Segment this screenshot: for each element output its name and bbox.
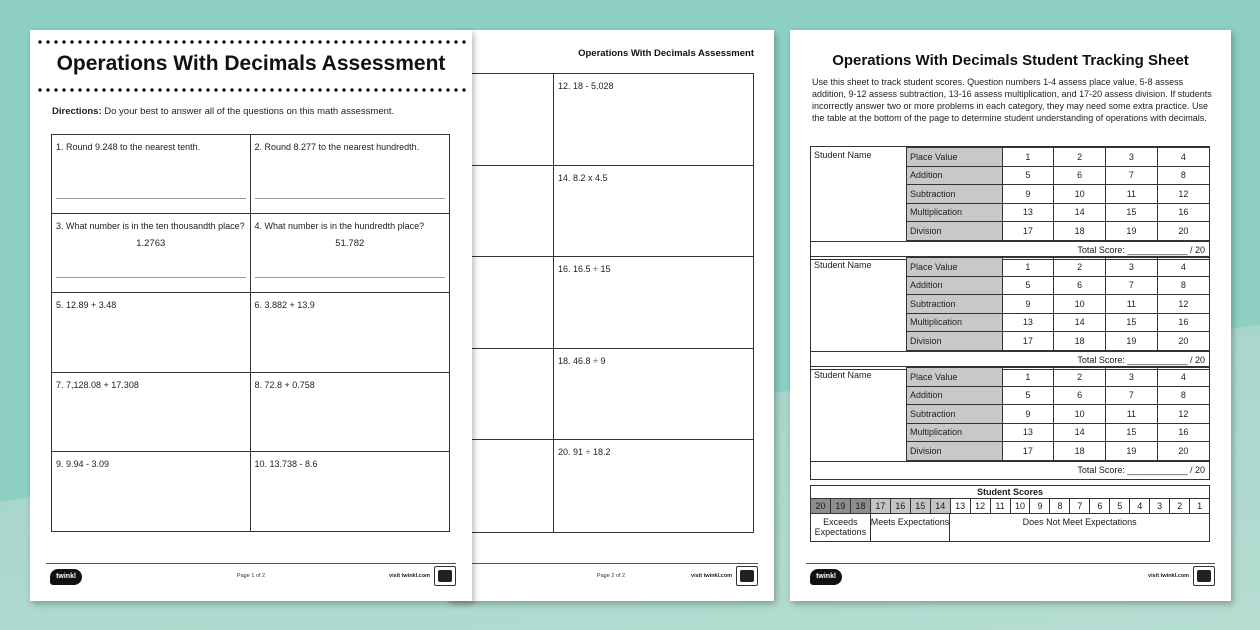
question-number-cell[interactable]: 8 xyxy=(1157,276,1209,295)
question-number-cell[interactable]: 1 xyxy=(1002,368,1054,387)
question-number-cell[interactable]: 9 xyxy=(1002,185,1054,204)
question-number-value: 51.782 xyxy=(335,238,365,250)
question-number-cell[interactable]: 20 xyxy=(1157,332,1209,351)
assessment-page-1 xyxy=(30,30,472,601)
score-value: 13 xyxy=(951,499,971,513)
tracking-grid xyxy=(811,257,1209,351)
question-cell: 16. 16.5 ÷ 15 xyxy=(554,257,753,349)
category-row xyxy=(811,148,1209,167)
directions: Directions: Do your best to answer all of the questions on this math assessment. xyxy=(52,106,395,117)
meets-expectations-label: Meets Expectations xyxy=(871,514,951,541)
visit-link[interactable]: visit twinkl.com xyxy=(691,573,732,579)
question-number-cell[interactable]: 14 xyxy=(1054,423,1106,442)
question-number-cell[interactable]: 11 xyxy=(1106,185,1158,204)
category-label: Subtraction xyxy=(907,185,1003,204)
category-label: Division xyxy=(907,332,1003,351)
question-number-cell[interactable]: 19 xyxy=(1106,332,1158,351)
question-number-cell[interactable]: 3 xyxy=(1106,368,1158,387)
question-cell: 14. 8.2 x 4.5 xyxy=(554,166,753,258)
question-number-cell[interactable]: 9 xyxy=(1002,295,1054,314)
assessment-page-2 xyxy=(448,30,774,601)
score-value: 14 xyxy=(931,499,951,513)
category-label: Addition xyxy=(907,166,1003,185)
category-label: Multiplication xyxy=(907,423,1003,442)
score-value: 3 xyxy=(1150,499,1170,513)
category-row xyxy=(811,368,1209,387)
question-number-cell[interactable]: 5 xyxy=(1002,386,1054,405)
score-value: 12 xyxy=(971,499,991,513)
page-title: Operations With Decimals Assessment xyxy=(56,52,446,75)
question-cell: 20. 91 ÷ 18.2 xyxy=(558,447,611,458)
question-number-cell[interactable]: 4 xyxy=(1157,258,1209,277)
student-tracking-table xyxy=(810,146,1210,260)
category-label: Multiplication xyxy=(907,203,1003,222)
score-value: 6 xyxy=(1090,499,1110,513)
question-number-cell[interactable]: 16 xyxy=(1157,203,1209,222)
question-cell: 8. 72.8 + 0.758 xyxy=(251,373,450,452)
question-number-cell[interactable]: 15 xyxy=(1106,203,1158,222)
score-value: 7 xyxy=(1070,499,1090,513)
question-number-cell[interactable]: 16 xyxy=(1157,313,1209,332)
category-label: Subtraction xyxy=(907,295,1003,314)
question-number-cell[interactable]: 18 xyxy=(1054,332,1106,351)
score-value: 4 xyxy=(1130,499,1150,513)
category-label: Addition xyxy=(907,386,1003,405)
category-label: Division xyxy=(907,442,1003,461)
question-cell: 12. 18 - 5.028 xyxy=(554,74,753,166)
dotted-border-bottom xyxy=(36,88,466,92)
page-number: Page 2 of 2 xyxy=(596,573,626,579)
question-cell: 4. What number is in the hundredth place? 51.782 xyxy=(251,214,450,293)
question-number-cell[interactable]: 19 xyxy=(1106,442,1158,461)
twinkl-logo: twinkl xyxy=(810,569,842,585)
page-2-title: Operations With Decimals Assessment xyxy=(578,48,754,59)
question-number-cell[interactable]: 5 xyxy=(1002,276,1054,295)
question-grid xyxy=(51,134,450,532)
student-scores-title: Student Scores xyxy=(811,486,1209,499)
question-number-cell[interactable]: 12 xyxy=(1157,185,1209,204)
question-cell: 2. Round 8.277 to the nearest hundredth. xyxy=(251,135,450,214)
score-value: 2 xyxy=(1170,499,1190,513)
question-cell: 6. 3.882 + 13.9 xyxy=(251,293,450,372)
category-label: Place Value xyxy=(907,258,1003,277)
total-score[interactable]: Total Score: ____________ / 20 xyxy=(811,461,1209,479)
page-2-question-grid xyxy=(448,73,754,533)
tracking-sheet-page xyxy=(790,30,1231,601)
quality-badge-icon xyxy=(736,566,758,586)
question-number-value: 1.2763 xyxy=(136,238,166,250)
does-not-meet-expectations-label: Does Not Meet Expectations xyxy=(1022,517,1137,527)
visit-link[interactable]: visit twinkl.com xyxy=(389,573,430,579)
student-name-field[interactable]: Student Name xyxy=(811,258,907,351)
student-name-field[interactable]: Student Name xyxy=(811,368,907,461)
answer-line[interactable] xyxy=(255,277,446,278)
question-number-cell[interactable]: 9 xyxy=(1002,405,1054,424)
page-number: Page 1 of 2 xyxy=(236,573,266,579)
visit-link[interactable]: visit twinkl.com xyxy=(1148,573,1189,579)
question-number-cell[interactable]: 4 xyxy=(1157,368,1209,387)
question-number-cell[interactable]: 1 xyxy=(1002,148,1054,167)
score-value: 16 xyxy=(891,499,911,513)
twinkl-logo: twinkl xyxy=(50,569,82,585)
score-value: 15 xyxy=(911,499,931,513)
question-number-cell[interactable]: 6 xyxy=(1054,166,1106,185)
question-number-cell[interactable]: 15 xyxy=(1106,313,1158,332)
category-label: Subtraction xyxy=(907,405,1003,424)
page-3-footer xyxy=(806,563,1215,585)
question-number-cell[interactable]: 6 xyxy=(1054,276,1106,295)
question-cell: 1. Round 9.248 to the nearest tenth. xyxy=(52,135,251,214)
score-value: 1 xyxy=(1197,501,1203,511)
category-label: Place Value xyxy=(907,148,1003,167)
tracking-instructions: Use this sheet to track student scores. Question numbers 1-4 assess place value, 5-8 assess addition, 9-12 assess subtraction, 13-16 assess multiplication, and 17-20 assess division. If students incorrectly answer two or more problems in each category, they may need some extra practice. Use the table at the bottom of the page to determine student understanding of operations with decimals. xyxy=(812,77,1212,124)
total-score[interactable]: Total Score: ____________ / 20 xyxy=(811,241,1209,259)
score-value: 8 xyxy=(1050,499,1070,513)
student-name-field[interactable]: Student Name xyxy=(811,148,907,241)
question-number-cell[interactable]: 15 xyxy=(1106,423,1158,442)
category-label: Division xyxy=(907,222,1003,241)
question-number-cell[interactable]: 3 xyxy=(1106,148,1158,167)
score-value: 17 xyxy=(871,499,891,513)
question-number-cell[interactable]: 13 xyxy=(1002,423,1054,442)
question-cell: 3. What number is in the ten thousandth place? 1.2763 xyxy=(52,214,251,293)
question-number-cell[interactable]: 13 xyxy=(1002,203,1054,222)
question-number-cell[interactable]: 17 xyxy=(1002,442,1054,461)
student-tracking-table xyxy=(810,366,1210,480)
question-number-cell[interactable]: 16 xyxy=(1157,423,1209,442)
question-number-cell[interactable]: 17 xyxy=(1002,332,1054,351)
student-tracking-table xyxy=(810,256,1210,370)
tracking-grid xyxy=(811,367,1209,461)
score-values-row xyxy=(811,499,1209,514)
question-cell: 18. 46.8 ÷ 9 xyxy=(554,349,753,441)
question-number-cell[interactable]: 7 xyxy=(1106,166,1158,185)
score-value: 19 xyxy=(831,499,851,513)
question-cell: 7. 7,128.08 + 17.308 xyxy=(52,373,251,452)
answer-line[interactable] xyxy=(255,198,446,199)
question-number-cell[interactable]: 8 xyxy=(1157,386,1209,405)
question-cell: 9. 9.94 - 3.09 xyxy=(52,452,251,531)
question-number-cell[interactable]: 11 xyxy=(1106,295,1158,314)
score-value: 10 xyxy=(1011,499,1031,513)
question-number-cell[interactable]: 1 xyxy=(1002,258,1054,277)
quality-badge-icon xyxy=(1193,566,1215,586)
question-number-cell[interactable]: 19 xyxy=(1106,222,1158,241)
question-number-cell[interactable]: 11 xyxy=(1106,405,1158,424)
question-number-cell[interactable]: 10 xyxy=(1054,295,1106,314)
student-scores-table xyxy=(810,485,1210,542)
category-label: Multiplication xyxy=(907,313,1003,332)
total-score[interactable]: Total Score: ____________ / 20 xyxy=(811,351,1209,369)
question-number-cell[interactable]: 13 xyxy=(1002,313,1054,332)
question-cell: 5. 12.89 + 3.48 xyxy=(52,293,251,372)
question-number-cell[interactable]: 2 xyxy=(1054,148,1106,167)
tracking-grid xyxy=(811,147,1209,241)
question-number-cell[interactable]: 14 xyxy=(1054,203,1106,222)
category-label: Place Value xyxy=(907,368,1003,387)
question-number-cell[interactable]: 18 xyxy=(1054,442,1106,461)
question-number-cell[interactable]: 10 xyxy=(1054,185,1106,204)
page-2-footer xyxy=(464,563,758,585)
score-value: 5 xyxy=(1110,499,1130,513)
tracking-sheet-title: Operations With Decimals Student Tracking Sheet xyxy=(832,52,1189,69)
question-number-cell[interactable]: 2 xyxy=(1054,368,1106,387)
question-number-cell[interactable]: 3 xyxy=(1106,258,1158,277)
answer-line[interactable] xyxy=(56,277,246,278)
question-number-cell[interactable]: 4 xyxy=(1157,148,1209,167)
question-number-cell[interactable]: 12 xyxy=(1157,295,1209,314)
score-value: 20 xyxy=(811,499,831,513)
category-label: Addition xyxy=(907,276,1003,295)
score-value: 11 xyxy=(991,499,1011,513)
exceeds-expectations-label: Exceeds Expectations xyxy=(811,514,871,541)
question-number-cell[interactable]: 18 xyxy=(1054,222,1106,241)
dotted-border-top xyxy=(36,40,466,44)
question-number-cell[interactable]: 7 xyxy=(1106,276,1158,295)
question-number-cell[interactable]: 12 xyxy=(1157,405,1209,424)
question-number-cell[interactable]: 20 xyxy=(1157,442,1209,461)
score-value: 18 xyxy=(851,499,871,513)
page-1-footer xyxy=(46,563,456,585)
question-number-cell[interactable]: 7 xyxy=(1106,386,1158,405)
category-row xyxy=(811,258,1209,277)
score-value: 9 xyxy=(1030,499,1050,513)
question-number-cell[interactable]: 8 xyxy=(1157,166,1209,185)
question-cell: 10. 13.738 - 8.6 xyxy=(254,458,318,469)
question-number-cell[interactable]: 14 xyxy=(1054,313,1106,332)
question-number-cell[interactable]: 17 xyxy=(1002,222,1054,241)
question-number-cell[interactable]: 20 xyxy=(1157,222,1209,241)
question-number-cell[interactable]: 2 xyxy=(1054,258,1106,277)
question-number-cell[interactable]: 10 xyxy=(1054,405,1106,424)
question-number-cell[interactable]: 5 xyxy=(1002,166,1054,185)
question-number-cell[interactable]: 6 xyxy=(1054,386,1106,405)
answer-line[interactable] xyxy=(56,198,246,199)
expectation-levels-row xyxy=(811,514,1209,541)
quality-badge-icon xyxy=(434,566,456,586)
